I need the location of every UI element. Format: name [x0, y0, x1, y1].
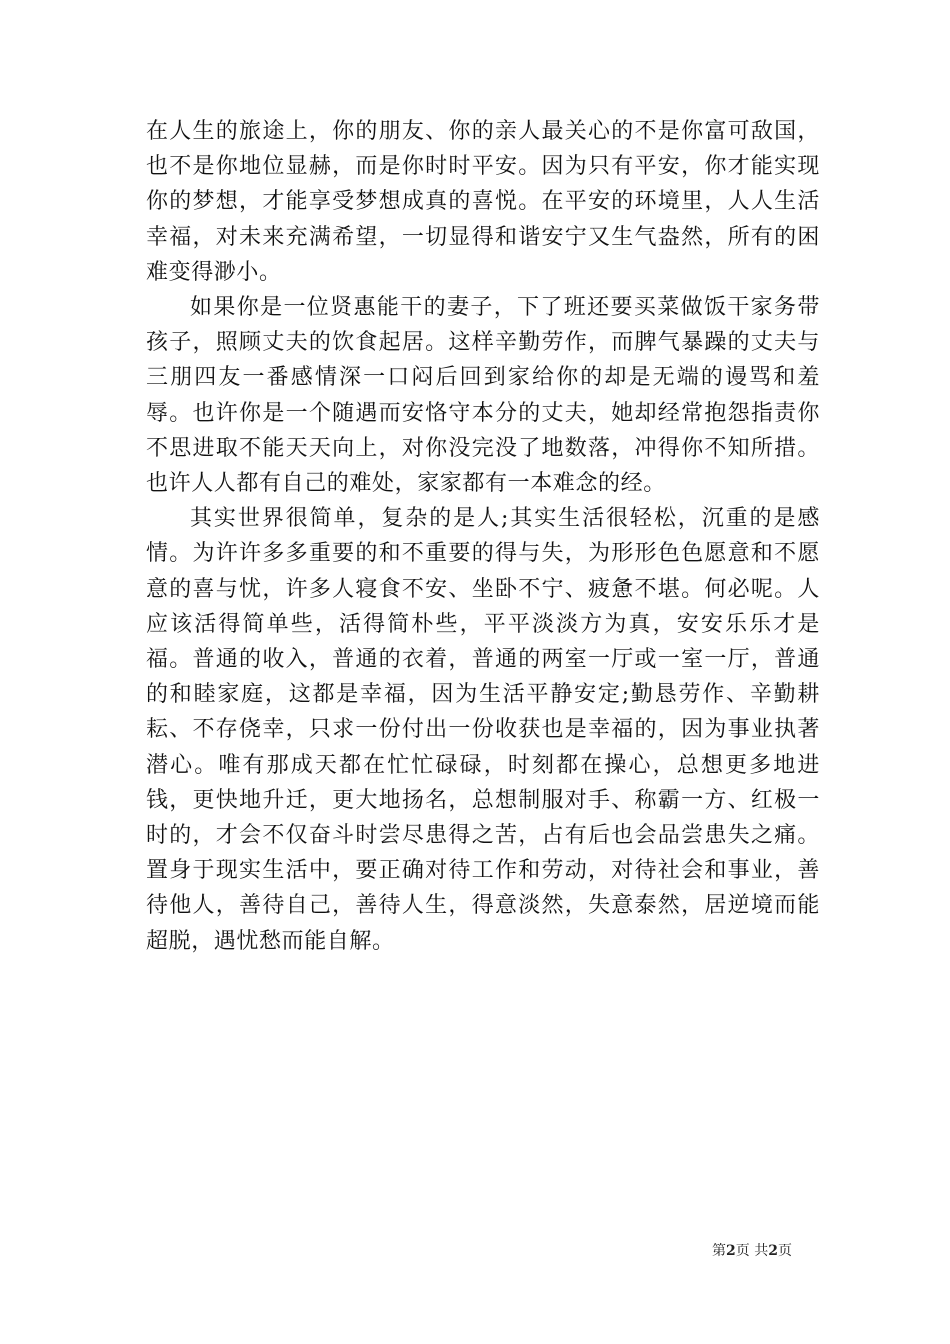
- current-page-number: 2: [726, 1243, 736, 1259]
- document-body: [146, 114, 820, 959]
- footer-suffix: 页: [777, 1243, 792, 1259]
- paragraph-1: 在人生的旅途上，你的朋友、你的亲人最关心的不是你富可敌国，也不是你地位显赫，而是你时时平安。因为只有平安，你才能实现你的梦想，才能享受梦想成真的喜悦。在平安的环境里，人人生活幸福，对未来充满希望，一切显得和谐安宁又生气盎然，所有的困难变得渺小。: [146, 119, 820, 285]
- footer-middle: 页 共: [735, 1243, 769, 1259]
- total-page-number: 2: [768, 1243, 778, 1259]
- footer-prefix: 第: [712, 1243, 726, 1259]
- paragraph-2: 如果你是一位贤惠能干的妻子，下了班还要买菜做饭干家务带孩子，照顾丈夫的饮食起居。这样辛勤劳作，而脾气暴躁的丈夫与三朋四友一番感情深一口闷后回到家给你的却是无端的谩骂和羞辱。也许你是一个随遇而安恪守本分的丈夫，她却经常抱怨指责你不思进取不能天天向上，对你没完没了地数落，冲得你不知所措。也许人人都有自己的难处，家家都有一本难念的经。: [146, 295, 820, 497]
- page-number-footer: [712, 1242, 792, 1260]
- paragraph-3: 其实世界很简单，复杂的是人;其实生活很轻松，沉重的是感情。为许许多多重要的和不重要的得与失，为形形色色愿意和不愿意的喜与忧，许多人寝食不安、坐卧不宁、疲惫不堪。何必呢。人应该活得简单些，活得简朴些，平平淡淡方为真，安安乐乐才是福。普通的收入，普通的衣着，普通的两室一厅或一室一厅，普通的和睦家庭，这都是幸福，因为生活平静安定;勤恳劳作、辛勤耕耘、不存侥幸，只求一份付出一份收获也是幸福的，因为事业执著潜心。唯有那成天都在忙忙碌碌，时刻都在操心，总想更多地进钱，更快地升迁，更大地扬名，总想制服对手、称霸一方、红极一时的，才会不仅奋斗时尝尽患得之苦，占有后也会品尝患失之痛。置身于现实生活中，要正确对待工作和劳动，对待社会和事业，善待他人，善待自己，善待人生，得意淡然，失意泰然，居逆境而能超脱，遇忧愁而能自解。: [146, 506, 820, 954]
